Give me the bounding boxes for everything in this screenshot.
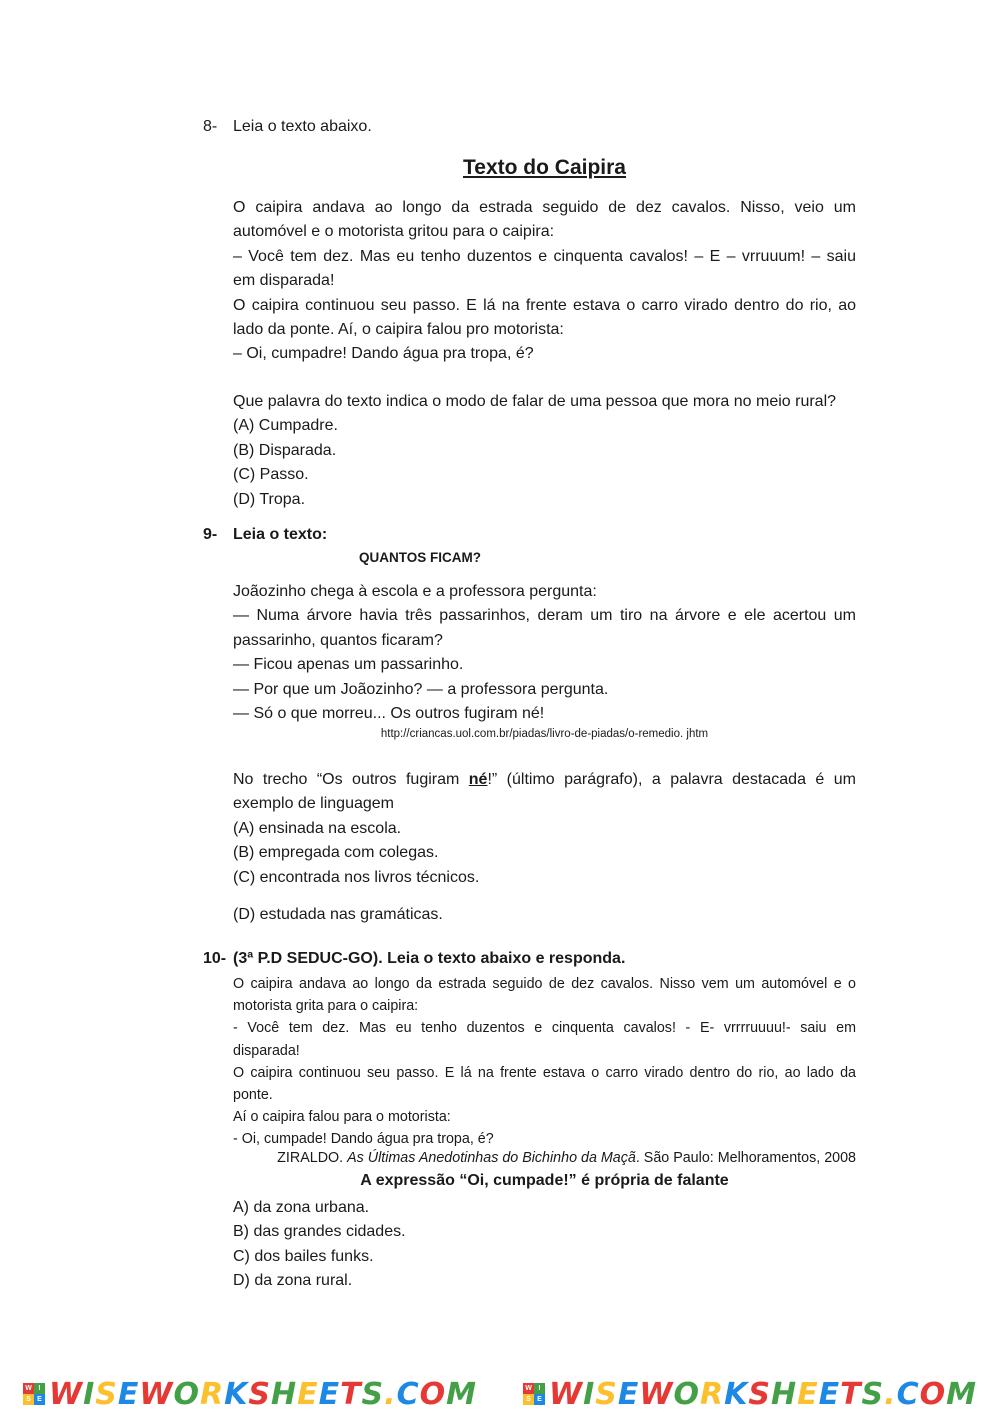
question-text-post: !” (último parágrafo), a palavra destacada é um [487,771,856,788]
citation [233,1150,856,1166]
text-line: – Você tem dez. Mas eu tenho duzentos e cinquenta cavalos! – E – vrruuum! – saiu [233,247,856,265]
text-line: — Numa árvore havia três passarinhos, deram um tiro na árvore e ele acertou um [233,607,856,625]
highlighted-word: né [468,771,488,788]
logo-letter: E [534,1394,545,1405]
question-text [233,768,856,792]
question-9-text [233,580,856,726]
question-8-text [233,196,856,367]
text-line: — Só o que morreu... Os outros fugiram né! [233,704,545,722]
question-8-number: 8- [203,118,218,135]
text-line: em disparada! [233,272,335,290]
question-9-number: 9- [203,526,218,543]
option-d[interactable]: D) da zona rural. [233,1272,353,1290]
logo-letter: S [523,1394,534,1405]
text-line: - Você tem dez. Mas eu tenho duzentos e cinquenta cavalos! - E- vrrrruuuu!- saiu em [233,1020,856,1037]
text-line: passarinho, quantos ficaram? [233,631,443,649]
text-line: O caipira continuou seu passo. E lá na frente estava o carro virado dentro do rio, ao lado da [233,1064,856,1081]
option-a[interactable]: A) da zona urbana. [233,1199,370,1216]
question-text-pre: No trecho “Os outros fugiram [233,771,469,788]
question-10-prompt: (3ª P.D SEDUC-GO). Leia o texto abaixo e responda. [233,950,626,967]
text-line: ponte. [233,1086,273,1103]
citation-author: ZIRALDO. [277,1150,348,1166]
question-text: Que palavra do texto indica o modo de falar de uma pessoa que mora no meio rural? [233,393,837,410]
logo-letter: W [523,1383,534,1394]
text-title: Texto do Caipira [463,156,626,179]
question-9-header [203,526,327,544]
text-line: motorista grita para o caipira: [233,998,419,1015]
text-line: O caipira andava ao longo da estrada seguido de dez cavalos. Nisso vem um automóvel e o [233,976,856,992]
logo-letter: E [34,1394,45,1405]
question-8-header [203,118,372,136]
citation-title: As Últimas Anedotinhas do Bichinho da Maçã [347,1150,636,1166]
logo-letter: I [534,1383,545,1394]
option-a[interactable]: (A) ensinada na escola. [233,819,402,837]
text-line: – Oi, cumpadre! Dando água pra tropa, é? [233,345,534,363]
question-10-options [233,1196,856,1294]
option-c[interactable]: (C) encontrada nos livros técnicos. [233,868,480,886]
question-8-question [233,390,856,512]
text-line: — Por que um Joãozinho? — a professora pergunta. [233,680,609,698]
logo-letter: I [34,1383,45,1394]
question-9-prompt: Leia o texto: [233,526,328,543]
option-d[interactable]: (D) Tropa. [233,490,306,508]
text-line: Joãozinho chega à escola e a professora pergunta: [233,583,597,600]
brand-text: WISEWORKSHEETS.COM [49,1376,477,1412]
brand-text: WISEWORKSHEETS.COM [549,1376,977,1412]
source-url: http://criancas.uol.com.br/piadas/livro-de-piadas/o-remedio. jhtm [380,728,709,740]
footer-watermark [0,1375,1000,1413]
text-line: automóvel e o motorista gritou para o caipira: [233,223,555,241]
question-10-number: 10- [203,950,227,967]
option-c[interactable]: (C) Passo. [233,466,309,484]
question-10-question: A expressão “Oi, cumpade!” é própria de falante [360,1172,729,1189]
story-subtitle: QUANTOS FICAM? [359,550,481,565]
question-text-line2: exemplo de linguagem [233,795,394,813]
option-a[interactable]: (A) Cumpadre. [233,417,338,435]
text-line: O caipira continuou seu passo. E lá na frente estava o carro virado dentro do rio, ao [233,296,856,314]
citation-rest: . São Paulo: Melhoramentos, 2008 [635,1150,856,1166]
logo-letter: W [23,1383,34,1394]
logo-letter: S [23,1394,34,1405]
question-9-question [233,768,856,927]
option-b[interactable]: (B) Disparada. [233,441,337,459]
option-b[interactable]: (B) empregada com colegas. [233,844,439,862]
text-line: lado da ponte. Aí, o caipira falou pro motorista: [233,320,564,338]
option-d[interactable]: (D) estudada nas gramáticas. [233,905,443,923]
option-c[interactable]: C) dos bailes funks. [233,1247,374,1265]
brand-right [500,1377,1000,1412]
brand-logo-icon [23,1383,45,1405]
brand-logo-icon [523,1383,545,1405]
question-10-header [203,950,625,968]
text-line: O caipira andava ao longo da estrada seguido de dez cavalos. Nisso, veio um [233,199,856,216]
text-line: — Ficou apenas um passarinho. [233,656,464,674]
text-line: Aí o caipira falou para o motorista: [233,1109,451,1126]
text-line: - Oi, cumpade! Dando água pra tropa, é? [233,1131,494,1148]
text-line: disparada! [233,1042,300,1059]
brand-left [0,1377,500,1412]
question-10-text [233,973,856,1151]
question-8-prompt: Leia o texto abaixo. [233,118,372,135]
option-b[interactable]: B) das grandes cidades. [233,1223,406,1241]
